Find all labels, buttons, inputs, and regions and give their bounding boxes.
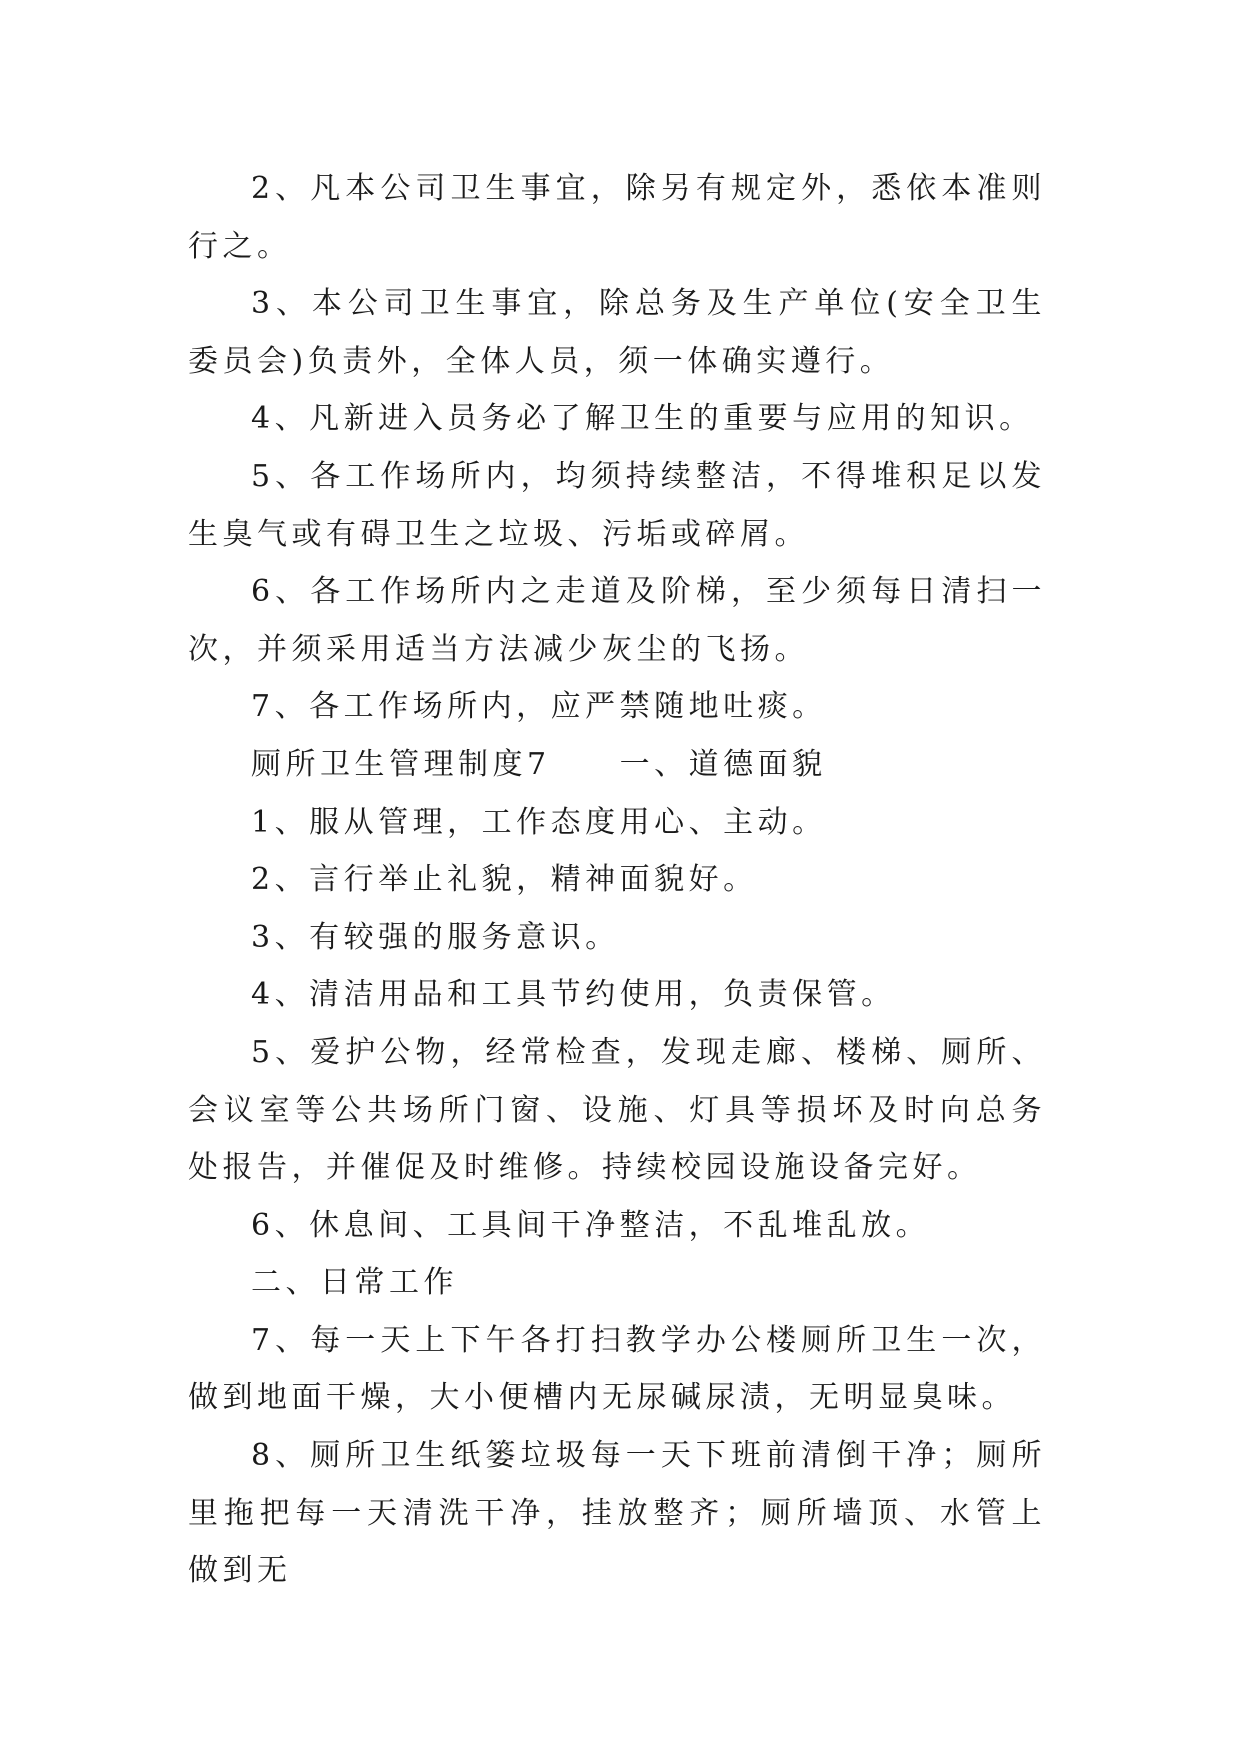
paragraph-item-4: 4、清洁用品和工具节约使用，负责保管。 [251,977,896,1013]
paragraph-rule-6: 6、各工作场所内之走道及阶梯，至少须每日清扫一次，并须采用适当方法减少灰尘的飞扬。 [188,574,1046,667]
document-body [188,160,1046,1600]
paragraph-rule-4: 4、凡新进入员务必了解卫生的重要与应用的知识。 [251,401,1034,437]
paragraph-rule-2: 2、凡本公司卫生事宜，除另有规定外，悉依本准则行之。 [188,171,1046,264]
section-heading-toilet-regulation-7: 厕所卫生管理制度7 一、道德面貌 [251,746,827,782]
paragraph-item-8: 8、厕所卫生纸篓垃圾每一天下班前清倒干净；厕所里拖把每一天清洗干净，挂放整齐；厕所墙顶、水管上做到无 [188,1438,1046,1589]
paragraph-item-6: 6、休息间、工具间干净整洁，不乱堆乱放。 [251,1207,931,1243]
paragraph-rule-5: 5、各工作场所内，均须持续整洁，不得堆积足以发生臭气或有碍卫生之垃圾、污垢或碎屑。 [188,458,1046,552]
paragraph-item-1: 1、服从管理，工作态度用心、主动。 [251,804,827,840]
paragraph-item-2: 2、言行举止礼貌，精神面貌好。 [251,862,758,898]
paragraph-item-5: 5、爱护公物，经常检查，发现走廊、楼梯、厕所、会议室等公共场所门窗、设施、灯具等损坏及时向总务处报告，并催促及时维修。持续校园设施设备完好。 [188,1034,1046,1186]
paragraph-rule-7: 7、各工作场所内，应严禁随地吐痰。 [251,689,827,725]
paragraph-item-3: 3、有较强的服务意识。 [251,919,620,955]
paragraph-rule-3: 3、本公司卫生事宜，除总务及生产单位(安全卫生委员会)负责外，全体人员，须一体确实遵行。 [188,286,1046,379]
paragraph-item-7: 7、每一天上下午各打扫教学办公楼厕所卫生一次，做到地面干燥，大小便槽内无尿碱尿渍，无明显臭味。 [188,1322,1046,1416]
section-heading-daily-work: 二、日常工作 [251,1265,458,1301]
